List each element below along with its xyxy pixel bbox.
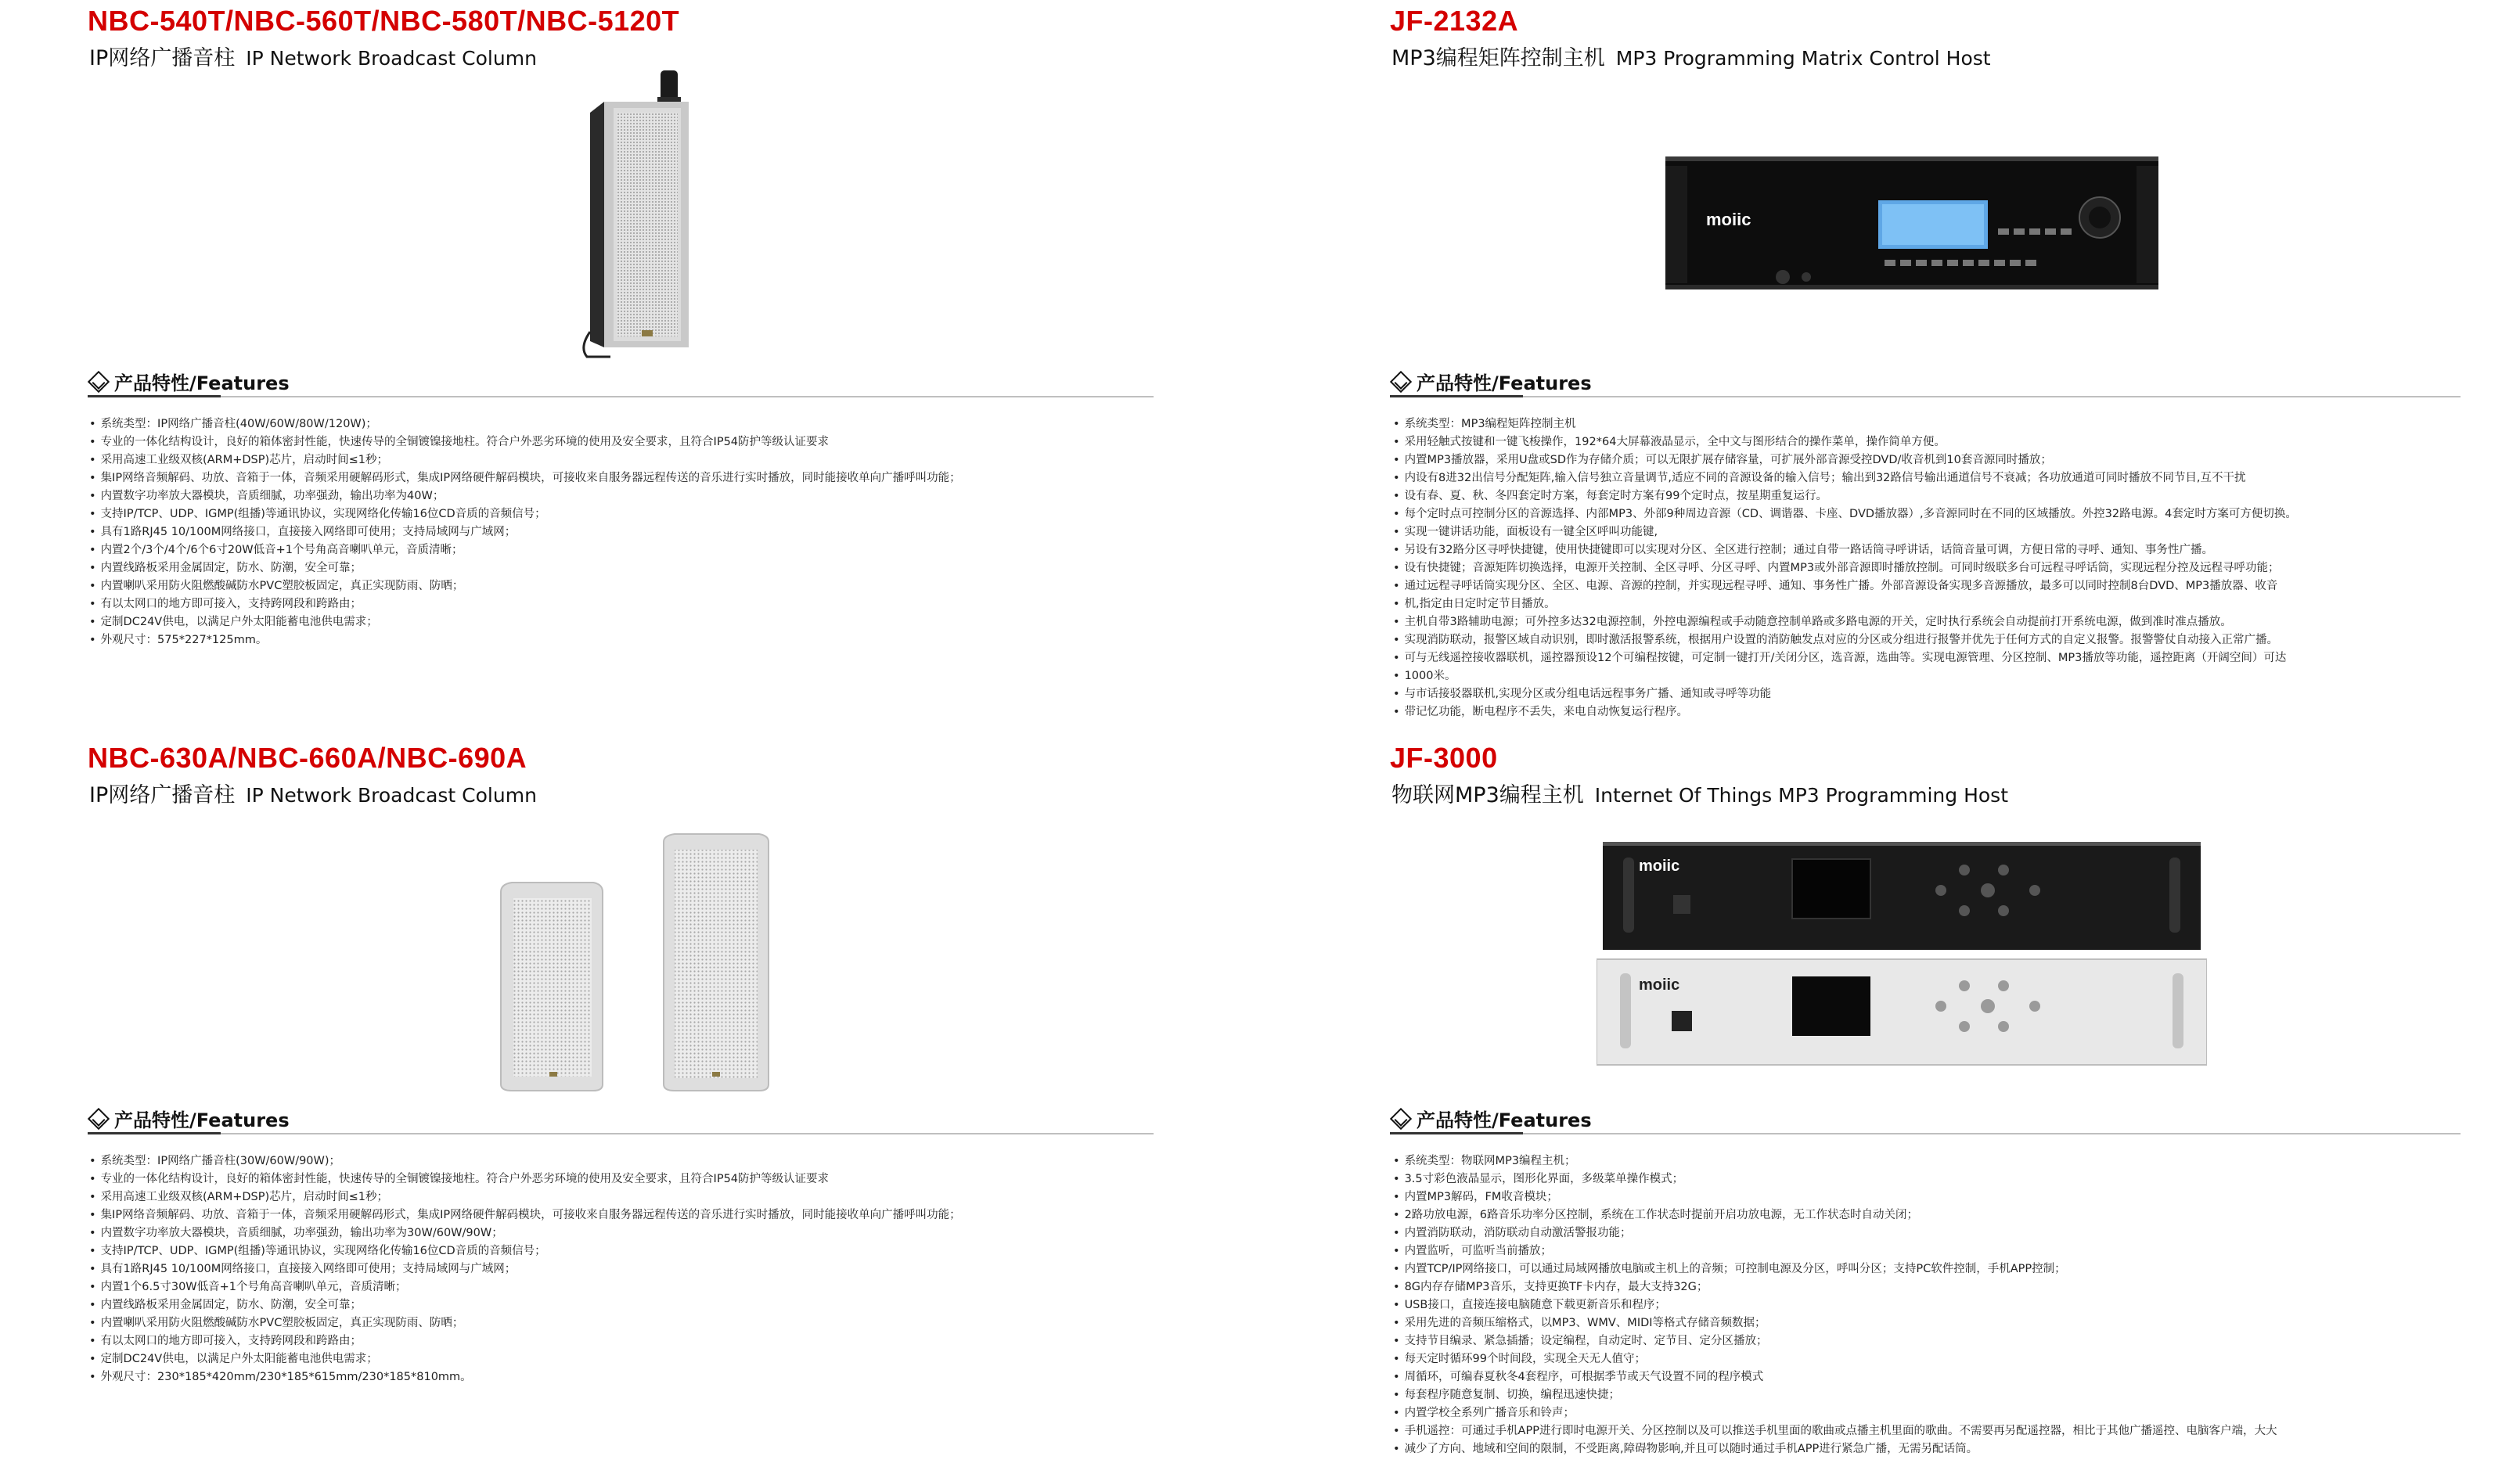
feature-item: • 另设有32路分区寻呼快捷键，使用快捷键即可以实现对分区、全区进行控制；通过自带一路话筒寻呼讲话，话筒音量可调，方便日常的寻呼、通知、事务性广播。 (1393, 541, 2469, 559)
feature-item: • 设有快捷键；音源矩阵切换选择，电源开关控制、全区寻呼、分区寻呼、内置MP3或外部音源即时播放控制。可同时级联多台可远程寻呼话筒，实现远程分控及远程寻呼功能； (1393, 559, 2469, 577)
feature-item: • 设有春、夏、秋、冬四套定时方案，每套定时方案有99个定时点，按星期重复运行。 (1393, 487, 2469, 505)
feature-item: • 采用轻触式按键和一键飞梭操作，192*64大屏幕液晶显示，全中文与图形结合的操作菜单，操作简单方便。 (1393, 433, 2469, 451)
features-list (1393, 1152, 2469, 1458)
features-heading: 产品特性/Features (1393, 1105, 1592, 1132)
features-heading: 产品特性/Features (91, 1105, 290, 1132)
feature-item: • 集IP网络音频解码、功放、音箱于一体，音频采用硬解码形式，集成IP网络硬件解码模块，可接收来自服务器远程传送的音乐进行实时播放，同时能接收单向广播呼叫功能； (89, 1206, 1161, 1224)
feature-item: • 外观尺寸：575*227*125mm。 (89, 631, 1161, 649)
feature-item: • 2路功放电源，6路音乐功率分区控制，系统在工作状态时提前开启功放电源，无工作状态时自动关闭； (1393, 1206, 2469, 1224)
feature-item: • 支持IP/TCP、UDP、IGMP(组播)等通讯协议，实现网络化传输16位CD音质的音频信号； (89, 505, 1161, 523)
feature-item: • 每套程序随意复制、切换，编程迅速快捷； (1393, 1386, 2469, 1404)
feature-item: • 具有1路RJ45 10/100M网络接口，直接接入网络即可使用；支持局域网与广域网； (89, 1260, 1161, 1278)
feature-item: • 系统类型：MP3编程矩阵控制主机 (1393, 415, 2469, 433)
diamond-icon (1390, 1107, 1412, 1129)
product-name-en: Internet Of Things MP3 Programming Host (1594, 784, 2009, 807)
feature-item: • 内置2个/3个/4个/6个6寸20W低音+1个号角高音喇叭单元，音质清晰； (89, 541, 1161, 559)
feature-item: • 主机自带3路辅助电源；可外控多达32电源控制，外控电源编程或手动随意控制单路或多路电源的开关，定时执行系统会自动提前打开系统电源，做到准时准点播放。 (1393, 613, 2469, 631)
brand-logo: moiic (1639, 976, 1680, 994)
product-name-cn: 物联网MP3编程主机 (1391, 783, 1584, 807)
feature-item: • 手机遥控：可通过手机APP进行即时电源开关、分区控制以及可以推送手机里面的歌曲或点播主机里面的歌曲。不需要再另配遥控器，相比于其他广播遥控、电脑客户端，大大 (1393, 1422, 2469, 1440)
product-subtitle (89, 41, 537, 71)
feature-item: • 集IP网络音频解码、功放、音箱于一体，音频采用硬解码形式，集成IP网络硬件解码模块，可接收来自服务器远程传送的音乐进行实时播放，同时能接收单向广播呼叫功能； (89, 469, 1161, 487)
feature-item: • 有以太网口的地方即可接入，支持跨网段和跨路由； (89, 1332, 1161, 1350)
feature-item: • 实现消防联动，报警区域自动识别，即时激活报警系统，根据用户设置的消防触发点对应的分区或分组进行报警并优先于任何方式的自定义报警。报警警仗自动接入正常广播。 (1393, 631, 2469, 649)
product-model: NBC-540T/NBC-560T/NBC-580T/NBC-5120T (88, 5, 680, 37)
feature-item: • 3.5寸彩色液晶显示，图形化界面，多级菜单操作模式； (1393, 1170, 2469, 1188)
product-name-cn: MP3编程矩阵控制主机 (1391, 46, 1605, 70)
product-model: JF-3000 (1390, 742, 1498, 774)
feature-item: • 内置监听，可监听当前播放； (1393, 1242, 2469, 1260)
feature-item: • 8G内存存储MP3音乐，支持更换TF卡内存，最大支持32G； (1393, 1278, 2469, 1296)
features-list (89, 1152, 1161, 1386)
feature-item: • 专业的一体化结构设计，良好的箱体密封性能，快速传导的全铜镀镍接地柱。符合户外恶劣环境的使用及安全要求，且符合IP54防护等级认证要求 (89, 433, 1161, 451)
feature-item: • 支持IP/TCP、UDP、IGMP(组播)等通讯协议，实现网络化传输16位CD音质的音频信号； (89, 1242, 1161, 1260)
feature-item: • 系统类型：物联网MP3编程主机； (1393, 1152, 2469, 1170)
feature-item: • 内置数字功率放大器模块，音质细腻，功率强劲，输出功率为40W； (89, 487, 1161, 505)
feature-item: • 采用高速工业级双核(ARM+DSP)芯片，启动时间≤1秒； (89, 1188, 1161, 1206)
feature-item: • 内置线路板采用金属固定，防水、防潮，安全可靠； (89, 1296, 1161, 1314)
feature-item: • 周循环，可编春夏秋冬4套程序，可根据季节或天气设置不同的程序模式 (1393, 1368, 2469, 1386)
feature-item: • 每天定时循环99个时间段，实现全天无人值守； (1393, 1350, 2469, 1368)
divider (88, 1133, 1154, 1134)
feature-item: • 内置1个6.5寸30W低音+1个号角高音喇叭单元，音质清晰； (89, 1278, 1161, 1296)
diamond-icon (88, 370, 110, 392)
feature-item: • 支持节目编录、紧急插播；设定编程，自动定时、定节目、定分区播放； (1393, 1332, 2469, 1350)
feature-item: • 定制DC24V供电，以满足户外太阳能蓄电池供电需求； (89, 1350, 1161, 1368)
feature-item: • 内置数字功率放大器模块，音质细腻，功率强劲，输出功率为30W/60W/90W； (89, 1224, 1161, 1242)
feature-item: • 内置线路板采用金属固定，防水、防潮，安全可靠； (89, 559, 1161, 577)
feature-item: • 外观尺寸：230*185*420mm/230*185*615mm/230*185*810mm。 (89, 1368, 1161, 1386)
feature-item: • 与市话接驳器联机,实现分区或分组电话远程事务广播、通知或寻呼等功能 (1393, 685, 2469, 703)
features-list (89, 415, 1161, 649)
product-subtitle (1391, 778, 2008, 808)
iot-host-image (1597, 842, 2207, 1069)
divider (1390, 396, 2461, 397)
feature-item: • 内置喇叭采用防火阻燃酸碱防水PVC塑胶板固定，真正实现防雨、防晒； (89, 1314, 1161, 1332)
feature-item: • 内置MP3播放器，采用U盘或SD作为存储介质；可以无限扩展存储容量，可扩展外部音源受控DVD/收音机到10套音源同时播放； (1393, 451, 2469, 469)
feature-item: • 内置喇叭采用防火阻燃酸碱防水PVC塑胶板固定，真正实现防雨、防晒； (89, 577, 1161, 595)
feature-item: • 具有1路RJ45 10/100M网络接口，直接接入网络即可使用；支持局域网与广域网； (89, 523, 1161, 541)
product-model: JF-2132A (1390, 5, 1519, 37)
column-speaker-image (579, 66, 712, 363)
product-model: NBC-630A/NBC-660A/NBC-690A (88, 742, 527, 774)
brand-logo: moiic (1706, 210, 1751, 229)
feature-item: • 内置MP3解码，FM收音模块； (1393, 1188, 2469, 1206)
column-speakers-image (493, 832, 790, 1095)
feature-item: • 采用先进的音频压缩格式，以MP3、WMV、MIDI等格式存储音频数据； (1393, 1314, 2469, 1332)
product-subtitle (1391, 41, 1991, 71)
diamond-icon (88, 1107, 110, 1129)
product-name-cn: IP网络广播音柱 (89, 46, 236, 70)
divider (1390, 1133, 2461, 1134)
feature-item: • USB接口，直接连接电脑随意下载更新音乐和程序； (1393, 1296, 2469, 1314)
feature-item: • 1000米。 (1393, 667, 2469, 685)
feature-item: • 机,指定由日定时定节目播放。 (1393, 595, 2469, 613)
feature-item: • 通过远程寻呼话筒实现分区、全区、电源、音源的控制，并实现远程寻呼、通知、事务性广播。外部音源设备实现多音源播放，最多可以同时控制8台DVD、MP3播放器、收音 (1393, 577, 2469, 595)
feature-item: • 系统类型：IP网络广播音柱(40W/60W/80W/120W)； (89, 415, 1161, 433)
features-heading: 产品特性/Features (1393, 368, 1592, 395)
feature-item: • 可与无线遥控接收器联机，遥控器预设12个可编程按键，可定制一键打开/关闭分区，选音源，选曲等。实现电源管理、分区控制、MP3播放等功能，遥控距离（开阔空间）可达 (1393, 649, 2469, 667)
feature-item: • 每个定时点可控制分区的音源选择、内部MP3、外部9种周边音源（CD、调谐器、卡座、DVD播放器）,多音源同时在不同的区域播放。外控32路电源。4套定时方案可方便切换。 (1393, 505, 2469, 523)
feature-item: • 系统类型：IP网络广播音柱(30W/60W/90W)； (89, 1152, 1161, 1170)
feature-item: • 带记忆功能，断电程序不丢失，来电自动恢复运行程序。 (1393, 703, 2469, 721)
product-name-cn: IP网络广播音柱 (89, 783, 236, 807)
feature-item: • 定制DC24V供电，以满足户外太阳能蓄电池供电需求； (89, 613, 1161, 631)
product-name-en: MP3 Programming Matrix Control Host (1615, 47, 1991, 70)
feature-item: • 实现一键讲话功能，面板设有一键全区呼叫功能键, (1393, 523, 2469, 541)
feature-item: • 采用高速工业级双核(ARM+DSP)芯片，启动时间≤1秒； (89, 451, 1161, 469)
features-list (1393, 415, 2469, 721)
brand-logo: moiic (1639, 858, 1680, 875)
feature-item: • 内置TCP/IP网络接口，可以通过局域网播放电脑或主机上的音频；可控制电源及分区，呼叫分区；支持PC软件控制，手机APP控制； (1393, 1260, 2469, 1278)
product-subtitle (89, 778, 537, 808)
product-name-en: IP Network Broadcast Column (246, 784, 537, 807)
feature-item: • 有以太网口的地方即可接入，支持跨网段和跨路由； (89, 595, 1161, 613)
feature-item: • 减少了方向、地域和空间的限制，不受距离,障碍物影响,并且可以随时通过手机APP进行紧急广播，无需另配话筒。 (1393, 1440, 2469, 1458)
feature-item: • 专业的一体化结构设计，良好的箱体密封性能，快速传导的全铜镀镍接地柱。符合户外恶劣环境的使用及安全要求，且符合IP54防护等级认证要求 (89, 1170, 1161, 1188)
diamond-icon (1390, 370, 1412, 392)
features-heading: 产品特性/Features (91, 368, 290, 395)
product-name-en: IP Network Broadcast Column (246, 47, 537, 70)
feature-item: • 内置学校全系列广播音乐和铃声； (1393, 1404, 2469, 1422)
feature-item: • 内置消防联动，消防联动自动激活警报功能； (1393, 1224, 2469, 1242)
divider (88, 396, 1154, 397)
feature-item: • 内设有8进32出信号分配矩阵,输入信号独立音量调节,适应不同的音源设备的输入信号；输出到32路信号输出通道信号不衰减；各功放通道可同时播放不同节目,互不干扰 (1393, 469, 2469, 487)
